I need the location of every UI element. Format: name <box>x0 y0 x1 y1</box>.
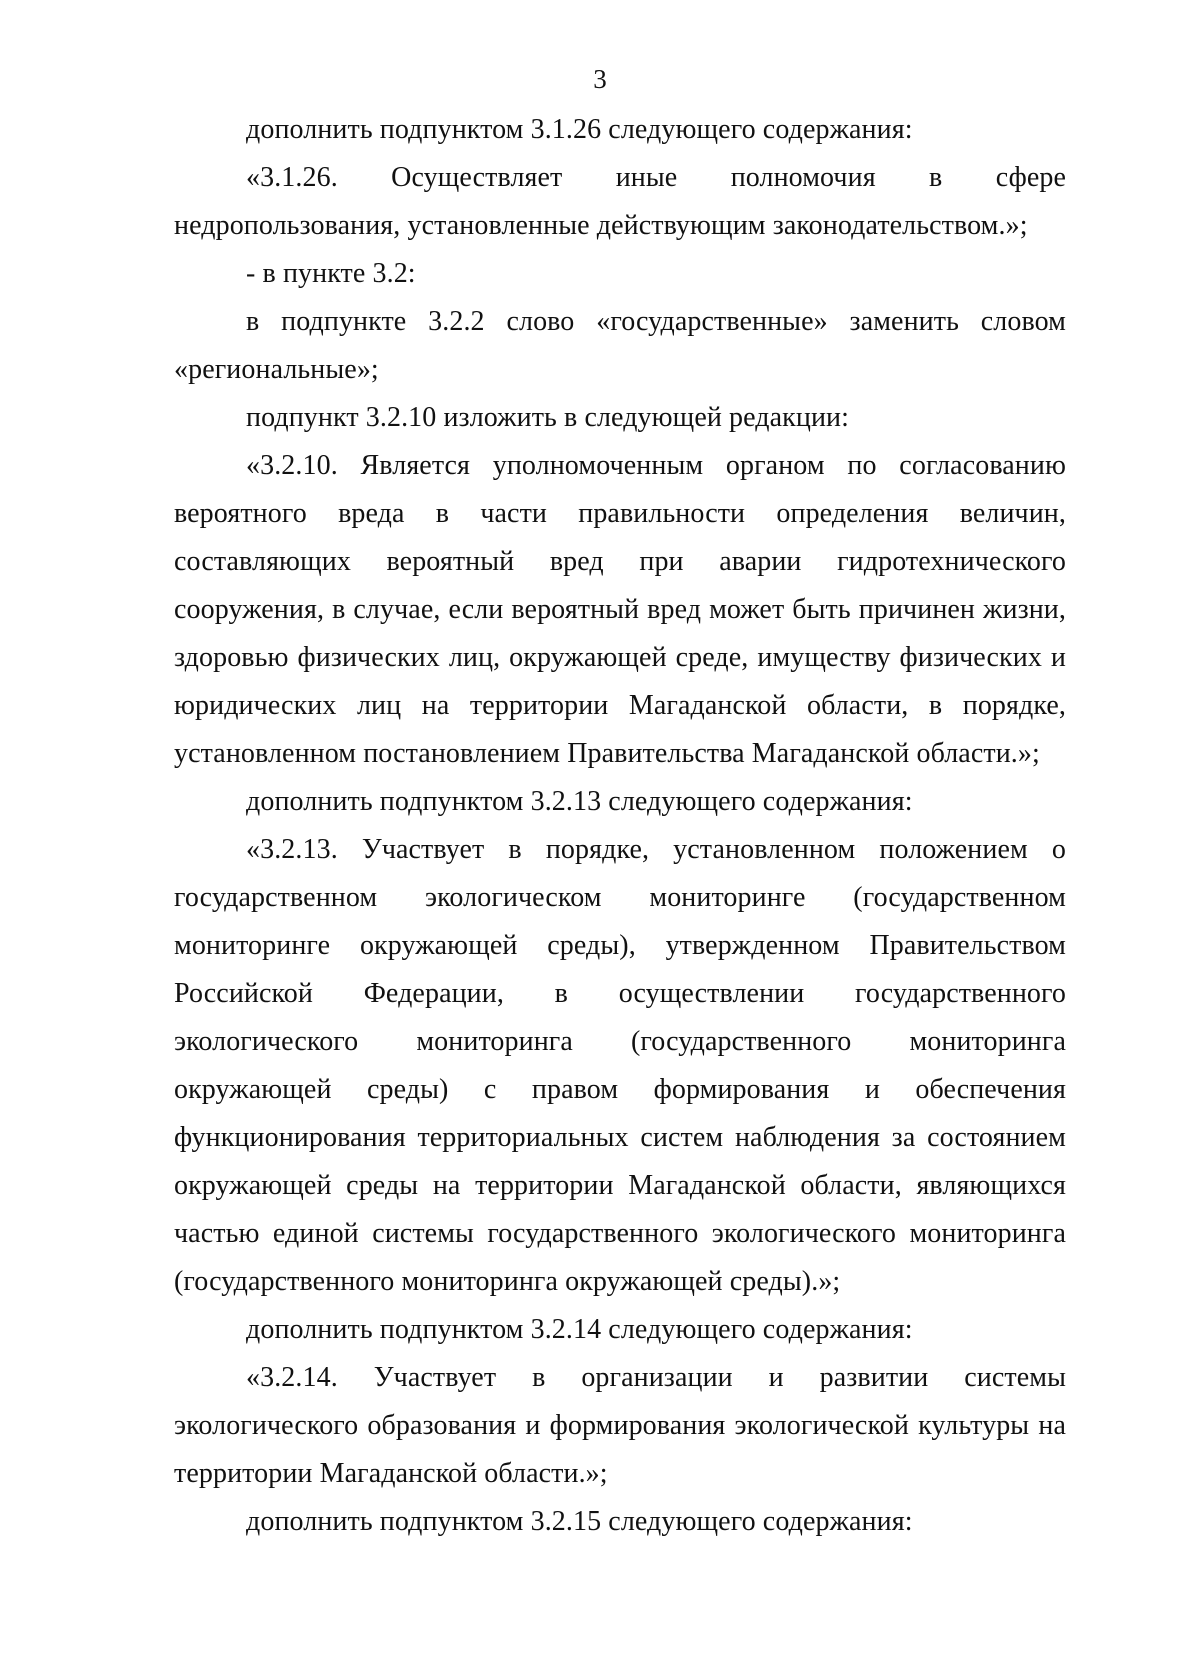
paragraph-3-2-13-text: «3.2.13. Участвует в порядке, установленном положением о государственном экологическом мониторинге (государственном мониторинге окружающей среды), утвержденном Правительством Российской Федерации, в осуществлении государственного экологического мониторинга (государственного мониторинга окружающей среды) с правом формирования и обеспечения функционирования территориальных систем наблюдения за состоянием окружающей среды на территории Магаданской области, являющихся частью единой системы государственного экологического мониторинга (государственного мониторинга окружающей среды).»; <box>174 834 1066 1297</box>
paragraph-item-3-2: - в пункте 3.2: <box>246 258 416 289</box>
paragraph-add-3-2-13: дополнить подпунктом 3.2.13 следующего содержания: <box>246 786 913 817</box>
paragraph-3-1-26-text: «3.1.26. Осуществляет иные полномочия в сфере недропользования, установленные действующим законодательством.»; <box>174 162 1066 241</box>
document-body <box>174 106 1066 1546</box>
page-number: 3 <box>593 64 607 94</box>
paragraph-3-2-10-restate: подпункт 3.2.10 изложить в следующей редакции: <box>246 402 850 433</box>
paragraph-3-2-10-text: «3.2.10. Является уполномоченным органом по согласованию вероятного вреда в части правильности определения величин, составляющих вероятный вред при аварии гидротехнического сооружения, в случае, если вероятный вред может быть причинен жизни, здоровью физических лиц, окружающей среде, имуществу физических и юридических лиц на территории Магаданской области, в порядке, установленном постановлением Правительства Магаданской области.»; <box>174 450 1066 769</box>
paragraph-3-2-14-text: «3.2.14. Участвует в организации и развитии системы экологического образования и формирования экологической культуры на территории Магаданской области.»; <box>174 1362 1066 1489</box>
paragraph-add-3-1-26: дополнить подпунктом 3.1.26 следующего содержания: <box>246 114 913 145</box>
paragraph-3-2-2-replace: в подпункте 3.2.2 слово «государственные» заменить словом «региональные»; <box>174 306 1066 385</box>
paragraph-add-3-2-15: дополнить подпунктом 3.2.15 следующего содержания: <box>246 1506 913 1537</box>
paragraph-add-3-2-14: дополнить подпунктом 3.2.14 следующего содержания: <box>246 1314 913 1345</box>
